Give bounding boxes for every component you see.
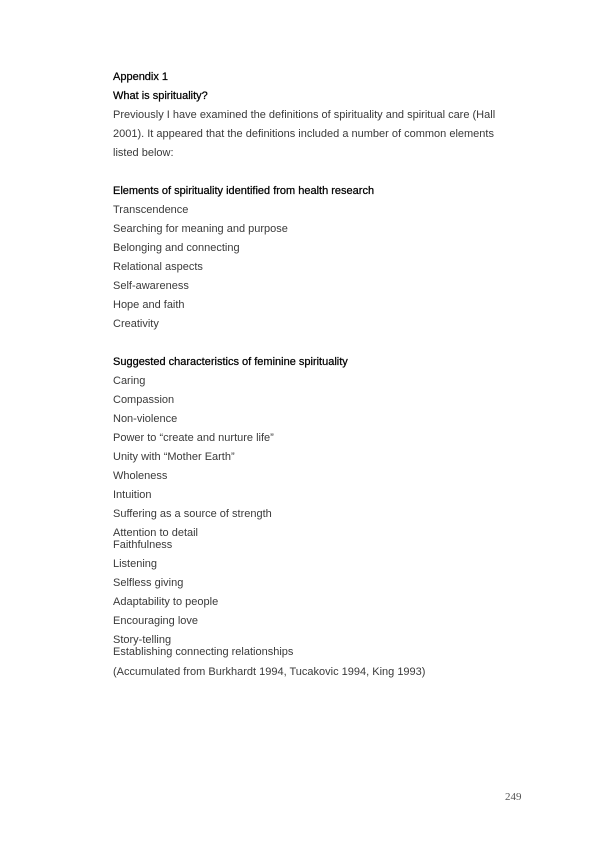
elements-section-title: Elements of spirituality identified from health research <box>113 185 375 197</box>
list-item: Caring <box>113 375 146 387</box>
list-item: Wholeness <box>113 470 168 482</box>
list-item: Unity with “Mother Earth” <box>113 451 235 463</box>
list-item: Establishing connecting relationships <box>113 646 294 658</box>
list-item: Searching for meaning and purpose <box>113 223 288 235</box>
list-item: Belonging and connecting <box>113 242 240 254</box>
list-item: Non-violence <box>113 413 178 425</box>
list-item: Encouraging love <box>113 615 199 627</box>
list-item: Faithfulness <box>113 539 173 551</box>
list-item: Self-awareness <box>113 280 189 292</box>
question-heading: What is spirituality? <box>113 90 208 102</box>
intro-line: Previously I have examined the definitions of spirituality and spiritual care (Hall <box>113 109 496 121</box>
list-item: Transcendence <box>113 204 189 216</box>
list-item: Selfless giving <box>113 577 184 589</box>
list-item: Power to “create and nurture life” <box>113 432 274 444</box>
list-item: Hope and faith <box>113 299 185 311</box>
page-number: 249 <box>505 791 522 803</box>
list-item: Story-telling <box>113 634 172 646</box>
list-item: Attention to detail <box>113 527 199 539</box>
appendix-heading: Appendix 1 <box>113 71 169 83</box>
list-item: Listening <box>113 558 158 570</box>
intro-line: 2001). It appeared that the definitions included a number of common elements <box>113 128 494 140</box>
list-item: Adaptability to people <box>113 596 219 608</box>
list-item: Suffering as a source of strength <box>113 508 272 520</box>
list-item: Creativity <box>113 318 159 330</box>
list-item: Intuition <box>113 489 152 501</box>
source-citation: (Accumulated from Burkhardt 1994, Tucakovic 1994, King 1993) <box>113 666 426 678</box>
list-item: Relational aspects <box>113 261 203 273</box>
intro-line: listed below: <box>113 147 174 159</box>
feminine-section-title: Suggested characteristics of feminine spirituality <box>113 356 348 368</box>
list-item: Compassion <box>113 394 175 406</box>
